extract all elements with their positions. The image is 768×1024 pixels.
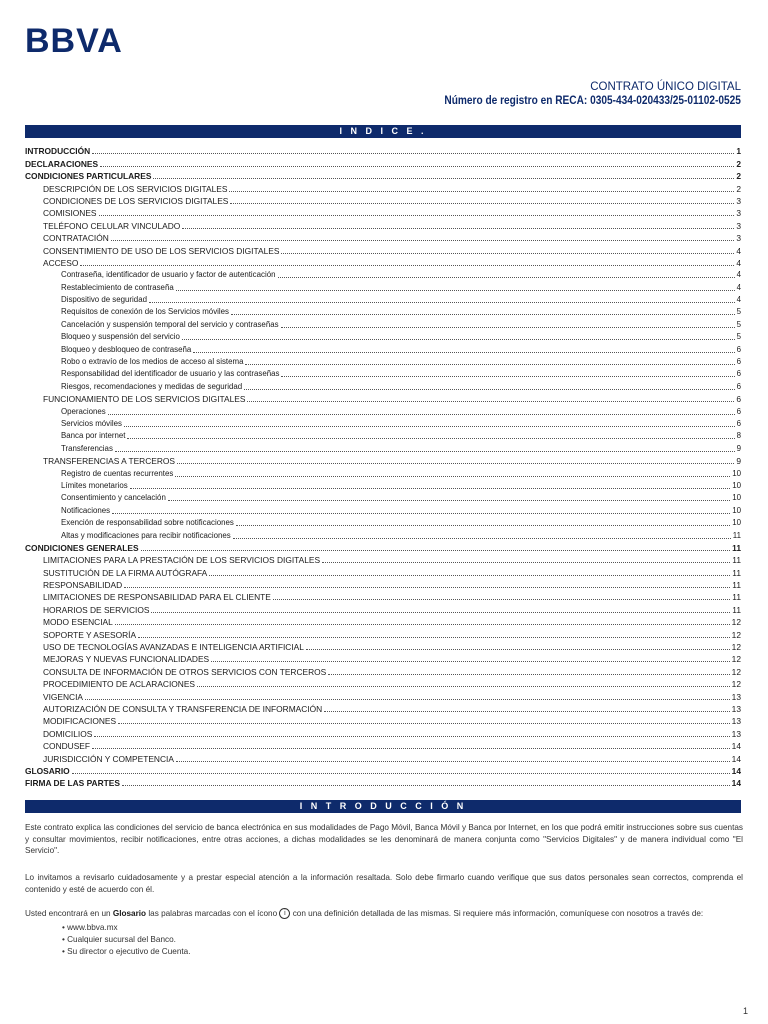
toc-entry-page: 3 xyxy=(736,233,741,244)
toc-entry-label: MODO ESENCIAL xyxy=(43,617,113,628)
toc-entry[interactable] xyxy=(25,491,741,503)
toc-entry-page: 11 xyxy=(732,592,741,603)
toc-leader-dots xyxy=(100,165,734,167)
toc-entry-label: Operaciones xyxy=(61,406,106,416)
toc-entry-page: 14 xyxy=(731,778,741,789)
toc-entry-page: 11 xyxy=(732,604,741,615)
toc-leader-dots xyxy=(322,561,730,563)
toc-entry-page: 3 xyxy=(736,195,741,206)
toc-leader-dots xyxy=(115,623,730,625)
toc-entry-label: FIRMA DE LAS PARTES xyxy=(25,778,120,789)
toc-entry[interactable] xyxy=(25,578,741,590)
toc-leader-dots xyxy=(80,264,734,266)
contact-item-branch: • Cualquier sucursal del Banco. xyxy=(62,934,176,944)
toc-entry-label: AUTORIZACIÓN DE CONSULTA Y TRANSFERENCIA DE INFORMACIÓN xyxy=(43,703,323,714)
toc-leader-dots xyxy=(112,512,730,514)
toc-leader-dots xyxy=(273,598,730,600)
bbva-logo xyxy=(25,22,131,56)
toc-entry-label: Robo o extravío de los medios de acceso al sistema xyxy=(61,357,244,367)
toc-entry[interactable] xyxy=(25,156,741,168)
toc-entry-label: CONDICIONES DE LOS SERVICIOS DIGITALES xyxy=(43,195,229,206)
toc-entry-page: 9 xyxy=(736,443,741,453)
toc-entry[interactable] xyxy=(25,231,741,243)
toc-entry-label: Contraseña, identificador de usuario y factor de autenticación xyxy=(61,270,276,280)
toc-entry[interactable] xyxy=(25,429,741,441)
toc-leader-dots xyxy=(281,252,734,254)
toc-entry-label: LIMITACIONES DE RESPONSABILIDAD PARA EL CLIENTE xyxy=(43,592,271,603)
toc-entry[interactable] xyxy=(25,367,741,379)
toc-leader-dots xyxy=(175,475,730,477)
toc-entry[interactable] xyxy=(25,516,741,528)
toc-entry[interactable] xyxy=(25,702,741,714)
registration-number: Número de registro en RECA: 0305-434-020433/25-01102-0525 xyxy=(444,95,741,107)
toc-entry-label: TRANSFERENCIAS A TERCEROS xyxy=(43,456,176,467)
contact-item-director: • Su director o ejecutivo de Cuenta. xyxy=(62,946,191,956)
toc-leader-dots xyxy=(306,648,730,650)
toc-entry-label: Registro de cuentas recurrentes xyxy=(61,468,174,478)
toc-entry-page: 12 xyxy=(731,617,741,628)
toc-entry-label: Exención de responsabilidad sobre notificaciones xyxy=(61,518,234,528)
toc-entry[interactable] xyxy=(25,590,741,602)
toc-leader-dots xyxy=(247,400,734,402)
toc-entry-page: 3 xyxy=(736,208,741,219)
toc-entry-label: Límites monetarios xyxy=(61,480,128,490)
index-header-bar: I N D I C E . xyxy=(25,125,741,138)
toc-entry[interactable] xyxy=(25,441,741,453)
toc-leader-dots xyxy=(130,487,731,489)
toc-leader-dots xyxy=(231,313,735,315)
toc-leader-dots xyxy=(176,289,735,291)
svg-text:BBVA: BBVA xyxy=(25,22,123,56)
toc-entry-label: RESPONSABILIDAD xyxy=(43,580,123,591)
toc-leader-dots xyxy=(281,375,734,377)
toc-entry[interactable] xyxy=(25,714,741,726)
toc-leader-dots xyxy=(281,326,735,328)
toc-leader-dots xyxy=(244,388,734,390)
toc-entry-page: 13 xyxy=(731,703,741,714)
toc-entry-page: 4 xyxy=(736,257,741,268)
toc-entry[interactable] xyxy=(25,764,741,776)
toc-entry[interactable] xyxy=(25,404,741,416)
toc-entry-label: CONSENTIMIENTO DE USO DE LOS SERVICIOS DIGITALES xyxy=(43,245,280,256)
toc-leader-dots xyxy=(168,499,730,501)
toc-leader-dots xyxy=(328,673,729,675)
toc-entry[interactable] xyxy=(25,466,741,478)
toc-entry[interactable] xyxy=(25,268,741,280)
intro-header-bar: I N T R O D U C C I Ó N xyxy=(25,800,741,813)
toc-entry-page: 2 xyxy=(736,171,741,182)
toc-entry[interactable] xyxy=(25,392,741,404)
toc-leader-dots xyxy=(193,351,734,353)
toc-entry-label: DECLARACIONES xyxy=(25,158,99,169)
toc-entry-label: CONDUSEF xyxy=(43,741,90,752)
toc-entry-page: 1 xyxy=(736,146,741,157)
toc-entry-page: 11 xyxy=(732,567,741,578)
toc-entry-page: 4 xyxy=(736,245,741,256)
intro-paragraph-2: Lo invitamos a revisarlo cuidadosamente y a prestar especial atención a la información resaltada. Solo debe firmarlo cuando verifique que sus datos personales sean correctos, comprenda el contenido y esté de acuerdo con él. xyxy=(25,873,743,894)
toc-entry[interactable] xyxy=(25,627,741,639)
toc-entry-label: PROCEDIMIENTO DE ACLARACIONES xyxy=(43,679,196,690)
toc-leader-dots xyxy=(182,338,735,340)
toc-entry-label: Banca por internet xyxy=(61,431,126,441)
toc-entry[interactable] xyxy=(25,355,741,367)
toc-entry-page: 6 xyxy=(736,369,741,379)
toc-entry[interactable] xyxy=(25,751,741,763)
intro-paragraph-1: Este contrato explica las condiciones del servicio de banca electrónica en sus modalidades de Pago Móvil, Banca Móvil y Banca por Internet, en los que podrá emitir instrucciones sobre sus cuentas y consultar movimientos, recibir notificaciones, entre otras acciones, a dichas modalidades se les denominará de manera conjunta como "Servicios Digitales" y de manera individual como "El Servicio". xyxy=(25,823,743,855)
toc-entry-label: Dispositivo de seguridad xyxy=(61,295,147,305)
toc-leader-dots xyxy=(229,190,734,192)
toc-entry-label: Riesgos, recomendaciones y medidas de seguridad xyxy=(61,381,243,391)
toc-entry-page: 2 xyxy=(736,158,741,169)
toc-entry-label: COMISIONES xyxy=(43,208,97,219)
toc-entry-label: Notificaciones xyxy=(61,505,111,515)
toc-entry[interactable] xyxy=(25,293,741,305)
toc-entry[interactable] xyxy=(25,181,741,193)
toc-entry[interactable] xyxy=(25,305,741,317)
toc-entry-page: 10 xyxy=(732,468,741,478)
toc-entry[interactable] xyxy=(25,454,741,466)
toc-entry-page: 11 xyxy=(732,542,741,553)
toc-entry-label: ACCESO xyxy=(43,257,79,268)
toc-leader-dots xyxy=(92,747,730,749)
toc-entry-label: INTRODUCCIÓN xyxy=(25,146,91,157)
toc-entry-label: MODIFICACIONES xyxy=(43,716,117,727)
page-number: 1 xyxy=(742,1006,748,1016)
toc-leader-dots xyxy=(124,425,735,427)
toc-entry-label: SUSTITUCIÓN DE LA FIRMA AUTÓGRAFA xyxy=(43,567,208,578)
toc-entry-page: 12 xyxy=(731,629,741,640)
toc-entry[interactable] xyxy=(25,243,741,255)
intro-paragraph-3: Usted encontrará en un Glosario las palabras marcadas con el ícono i con una definición detallada de las mismas. Si requiere más información, comuníquese con nosotros a través de: xyxy=(25,909,704,918)
toc-leader-dots xyxy=(236,524,730,526)
table-of-contents xyxy=(25,144,741,788)
toc-entry-page: 10 xyxy=(732,493,741,503)
toc-entry[interactable] xyxy=(25,379,741,391)
toc-leader-dots xyxy=(149,301,735,303)
toc-entry-page: 11 xyxy=(732,555,741,566)
toc-entry-page: 4 xyxy=(736,282,741,292)
toc-entry[interactable] xyxy=(25,330,741,342)
toc-leader-dots xyxy=(176,760,730,762)
toc-entry[interactable] xyxy=(25,652,741,664)
toc-entry[interactable] xyxy=(25,640,741,652)
toc-entry-page: 10 xyxy=(732,505,741,515)
toc-entry-page: 6 xyxy=(736,394,741,405)
toc-leader-dots xyxy=(211,660,730,662)
toc-leader-dots xyxy=(92,152,734,154)
toc-entry-page: 9 xyxy=(736,456,741,467)
toc-entry[interactable] xyxy=(25,206,741,218)
toc-entry[interactable] xyxy=(25,726,741,738)
toc-leader-dots xyxy=(94,735,729,737)
toc-entry-label: SOPORTE Y ASESORÍA xyxy=(43,629,137,640)
toc-entry-page: 4 xyxy=(736,270,741,280)
toc-entry-label: CONTRATACIÓN xyxy=(43,233,109,244)
toc-leader-dots xyxy=(108,413,735,415)
toc-leader-dots xyxy=(124,586,730,588)
toc-entry-page: 13 xyxy=(731,716,741,727)
toc-leader-dots xyxy=(115,450,735,452)
contract-title: CONTRATO ÚNICO DIGITAL xyxy=(590,81,741,93)
toc-entry[interactable] xyxy=(25,218,741,230)
toc-entry[interactable] xyxy=(25,317,741,329)
toc-entry-page: 6 xyxy=(736,344,741,354)
toc-leader-dots xyxy=(177,462,734,464)
toc-entry-label: MEJORAS Y NUEVAS FUNCIONALIDADES xyxy=(43,654,210,665)
toc-entry-page: 6 xyxy=(736,381,741,391)
toc-entry-label: CONDICIONES GENERALES xyxy=(25,542,139,553)
toc-entry-label: Consentimiento y cancelación xyxy=(61,493,166,503)
toc-entry[interactable] xyxy=(25,280,741,292)
toc-leader-dots xyxy=(245,363,734,365)
toc-leader-dots xyxy=(141,549,731,551)
toc-leader-dots xyxy=(99,214,735,216)
toc-entry[interactable] xyxy=(25,169,741,181)
toc-entry-page: 5 xyxy=(736,332,741,342)
toc-entry-page: 5 xyxy=(736,307,741,317)
toc-entry-label: CONDICIONES PARTICULARES xyxy=(25,171,152,182)
toc-leader-dots xyxy=(278,276,735,278)
toc-entry[interactable] xyxy=(25,776,741,788)
toc-entry-page: 14 xyxy=(731,765,741,776)
toc-entry[interactable] xyxy=(25,194,741,206)
toc-entry[interactable] xyxy=(25,615,741,627)
toc-leader-dots xyxy=(118,722,730,724)
toc-entry-label: DESCRIPCIÓN DE LOS SERVICIOS DIGITALES xyxy=(43,183,228,194)
toc-leader-dots xyxy=(138,636,730,638)
toc-entry[interactable] xyxy=(25,553,741,565)
toc-entry-page: 12 xyxy=(731,654,741,665)
toc-entry-page: 2 xyxy=(736,183,741,194)
toc-leader-dots xyxy=(324,710,729,712)
toc-entry-label: TELÉFONO CELULAR VINCULADO xyxy=(43,220,181,231)
contact-list xyxy=(62,922,190,957)
toc-entry-label: Cancelación y suspensión temporal del servicio y contraseñas xyxy=(61,319,279,329)
toc-entry-page: 13 xyxy=(731,691,741,702)
toc-entry-label: Altas y modificaciones para recibir notificaciones xyxy=(61,530,231,540)
toc-leader-dots xyxy=(182,227,734,229)
toc-leader-dots xyxy=(151,611,730,613)
toc-entry-page: 11 xyxy=(732,580,741,591)
toc-entry-page: 11 xyxy=(732,530,741,540)
toc-entry-label: JURISDICCIÓN Y COMPETENCIA xyxy=(43,753,174,764)
toc-entry[interactable] xyxy=(25,417,741,429)
toc-entry-page: 12 xyxy=(731,666,741,677)
toc-entry-page: 6 xyxy=(736,418,741,428)
toc-entry[interactable] xyxy=(25,144,741,156)
toc-leader-dots xyxy=(153,177,734,179)
toc-entry-page: 14 xyxy=(731,753,741,764)
toc-entry[interactable] xyxy=(25,256,741,268)
toc-entry[interactable] xyxy=(25,528,741,540)
toc-leader-dots xyxy=(85,698,730,700)
toc-entry[interactable] xyxy=(25,503,741,515)
toc-leader-dots xyxy=(127,437,734,439)
toc-leader-dots xyxy=(197,685,730,687)
toc-leader-dots xyxy=(122,784,730,786)
toc-entry[interactable] xyxy=(25,689,741,701)
info-icon: i xyxy=(279,908,290,919)
toc-leader-dots xyxy=(233,537,731,539)
toc-entry-label: CONSULTA DE INFORMACIÓN DE OTROS SERVICIOS CON TERCEROS xyxy=(43,666,327,677)
toc-entry-label: VIGENCIA xyxy=(43,691,84,702)
toc-entry-page: 8 xyxy=(736,431,741,441)
toc-entry-page: 4 xyxy=(736,295,741,305)
toc-entry[interactable] xyxy=(25,541,741,553)
toc-entry-label: Responsabilidad del identificador de usuario y las contraseñas xyxy=(61,369,280,379)
toc-entry[interactable] xyxy=(25,342,741,354)
toc-entry-page: 6 xyxy=(736,357,741,367)
toc-entry-page: 14 xyxy=(731,741,741,752)
toc-leader-dots xyxy=(72,772,730,774)
toc-entry-page: 5 xyxy=(736,319,741,329)
toc-entry-label: Servicios móviles xyxy=(61,418,122,428)
contract-title-block xyxy=(404,80,741,108)
toc-entry[interactable] xyxy=(25,677,741,689)
toc-entry[interactable] xyxy=(25,664,741,676)
toc-entry-label: Bloqueo y desbloqueo de contraseña xyxy=(61,344,192,354)
toc-entry-page: 3 xyxy=(736,220,741,231)
toc-entry-label: Requisitos de conexión de los Servicios móviles xyxy=(61,307,229,317)
toc-leader-dots xyxy=(111,239,735,241)
toc-leader-dots xyxy=(209,574,730,576)
toc-entry-label: USO DE TECNOLOGÍAS AVANZADAS E INTELIGENCIA ARTIFICIAL xyxy=(43,642,304,653)
toc-entry-label: FUNCIONAMIENTO DE LOS SERVICIOS DIGITALES xyxy=(43,394,246,405)
toc-entry-label: DOMICILIOS xyxy=(43,728,93,739)
toc-entry[interactable] xyxy=(25,565,741,577)
toc-leader-dots xyxy=(230,202,734,204)
contact-item-web: • www.bbva.mx xyxy=(62,923,118,932)
glossary-term: Glosario xyxy=(112,909,147,918)
toc-entry-label: HORARIOS DE SERVICIOS xyxy=(43,604,150,615)
toc-entry-label: Bloqueo y suspensión del servicio xyxy=(61,332,180,342)
toc-entry-label: GLOSARIO xyxy=(25,765,70,776)
toc-entry-page: 12 xyxy=(731,642,741,653)
toc-entry-label: LIMITACIONES PARA LA PRESTACIÓN DE LOS SERVICIOS DIGITALES xyxy=(43,555,321,566)
toc-entry-label: Transferencias xyxy=(61,443,113,453)
toc-entry[interactable] xyxy=(25,602,741,614)
toc-entry-page: 12 xyxy=(731,679,741,690)
toc-entry-page: 10 xyxy=(732,480,741,490)
toc-entry[interactable] xyxy=(25,479,741,491)
toc-entry-label: Restablecimiento de contraseña xyxy=(61,282,174,292)
toc-entry-page: 13 xyxy=(731,728,741,739)
toc-entry-page: 10 xyxy=(732,518,741,528)
toc-entry[interactable] xyxy=(25,739,741,751)
toc-entry-page: 6 xyxy=(736,406,741,416)
